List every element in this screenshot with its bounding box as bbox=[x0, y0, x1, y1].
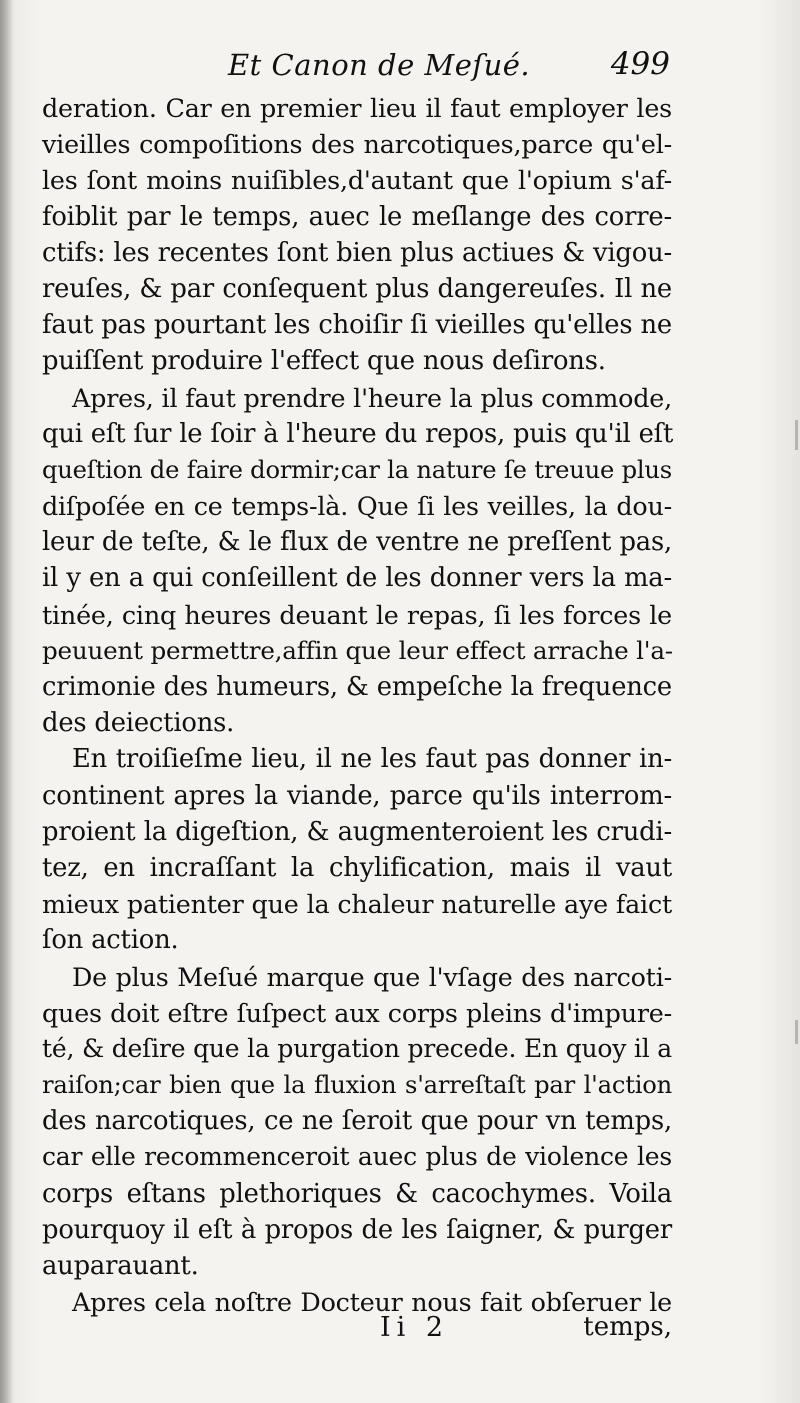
text-line: té, & deſire que la purgation precede. En quoy il a bbox=[42, 1033, 672, 1063]
text-line: tinée, cinq heures deuant le repas, ſi les forces le bbox=[42, 599, 672, 630]
text-line: ques doit eſtre ſuſpect aux corps pleins d'impure- bbox=[42, 997, 672, 1028]
text-line: mieux patienter que la chaleur naturelle aye faict bbox=[42, 889, 672, 920]
text-line: En troiſieſme lieu, il ne les faut pas donner in- bbox=[72, 744, 672, 775]
page-footer bbox=[42, 1310, 672, 1350]
text-line: foiblit par le temps, auec le meſlange des corre- bbox=[42, 201, 672, 232]
text-line: continent apres la viande, parce qu'ils interrom- bbox=[42, 780, 672, 811]
text-line: puiſſent produire l'effect que nous deſirons. bbox=[42, 346, 606, 377]
text-line: auparauant. bbox=[42, 1251, 199, 1281]
text-line: corps eſtans plethoriques & cacochymes. Voila bbox=[42, 1178, 672, 1209]
text-line: pourquoy il eſt à propos de les ſaigner, & purger bbox=[42, 1214, 672, 1245]
text-line: il y en a qui conſeillent de les donner vers la ma- bbox=[42, 563, 672, 594]
text-line: faut pas pourtant les choiſir ſi vieilles qu'elles ne bbox=[42, 310, 672, 341]
text-line: tez, en incraſſant la chylification, mais il vaut bbox=[42, 852, 672, 883]
page-edge-mark bbox=[795, 1020, 798, 1044]
text-line: Apres, il faut prendre l'heure la plus commode, bbox=[72, 382, 672, 413]
running-head: Et Canon de Meſué. bbox=[228, 48, 531, 82]
text-line: leur de teſte, & le flux de ventre ne preſſent pas, bbox=[42, 527, 672, 558]
text-line: vieilles compoſitions des narcotiques,parce qu'el- bbox=[42, 129, 672, 160]
page-header bbox=[60, 44, 670, 90]
text-line: peuuent permettre,affin que leur effect arrache l'a- bbox=[42, 635, 673, 665]
body-text bbox=[42, 90, 672, 1320]
text-line: car elle recommenceroit auec plus de violence les bbox=[42, 1142, 672, 1172]
text-line: proient la digeſtion, & augmenteroient les crudi- bbox=[42, 816, 672, 847]
text-line: ſon action. bbox=[42, 925, 179, 956]
catchword: temps, bbox=[583, 1312, 672, 1342]
text-line: deration. Car en premier lieu il faut employer les bbox=[42, 93, 672, 123]
text-line: reuſes, & par conſequent plus dangereuſes. Il ne bbox=[42, 273, 672, 304]
text-line: les ſont moins nuiſibles,d'autant que l'opium s'af- bbox=[42, 165, 672, 196]
text-line: qui eſt ſur le ſoir à l'heure du repos, puis qu'il eſt bbox=[42, 418, 674, 449]
text-line: Apres cela noſtre Docteur nous fait obſeruer le bbox=[72, 1287, 672, 1318]
text-line: queſtion de faire dormir;car la nature ſe treuue plus bbox=[42, 455, 673, 484]
page-number: 499 bbox=[610, 46, 670, 82]
text-line: raiſon;car bien que la fluxion s'arreſtaſt par l'action bbox=[42, 1071, 672, 1100]
text-line: De plus Meſué marque que l'vſage des narcoti- bbox=[72, 961, 672, 992]
text-line: ctifs: les recentes ſont bien plus actiues & vigou- bbox=[42, 237, 672, 268]
text-line: crimonie des humeurs, & empeſche la frequence bbox=[42, 672, 672, 702]
page-edge-mark bbox=[795, 420, 798, 450]
text-line: des deiections. bbox=[42, 708, 235, 739]
text-line: diſpoſée en ce temps-là. Que ſi les veilles, la dou- bbox=[42, 491, 672, 522]
gutter-shadow bbox=[0, 0, 14, 1403]
signature-mark: Ii 2 bbox=[380, 1312, 450, 1343]
text-line: des narcotiques, ce ne ſeroit que pour vn temps, bbox=[42, 1106, 672, 1137]
